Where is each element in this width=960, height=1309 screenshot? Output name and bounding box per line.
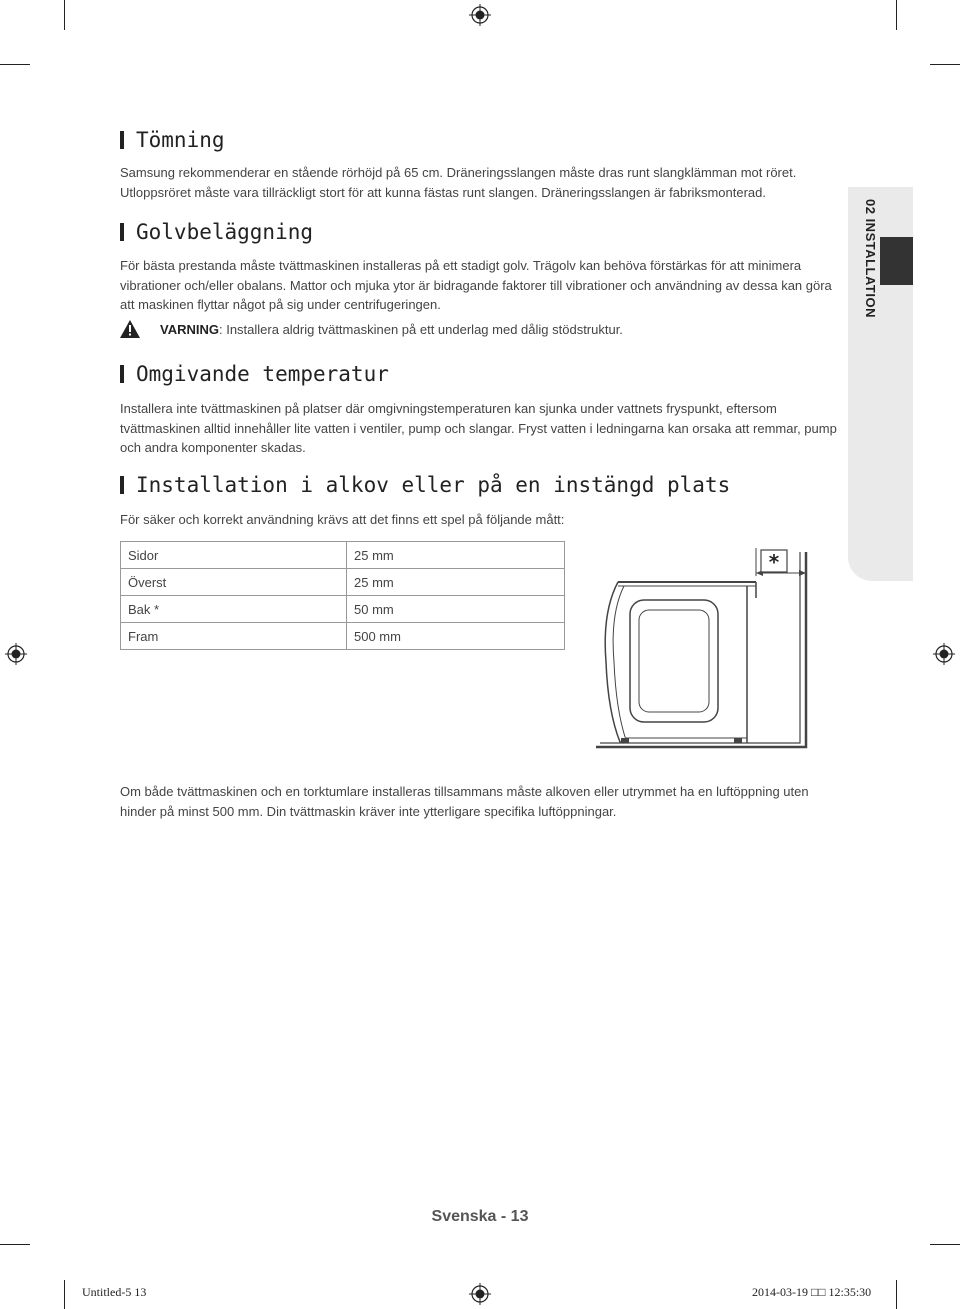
heading-text: Golvbeläggning (136, 220, 314, 244)
chapter-tab-label: 02 INSTALLATION (863, 199, 878, 318)
heading-text: Tömning (136, 128, 225, 152)
registration-mark-icon (469, 4, 491, 26)
crop-mark-left-top (0, 64, 30, 65)
paragraph-alkov-intro (120, 510, 820, 530)
paragraph-temp (120, 399, 837, 458)
page-number: Svenska - 13 (431, 1208, 529, 1225)
text-line: tvättmaskinen alltid innehåller lite vatten i ventiler, pump och slangar. Fryst vatten i ledningarna kan orsaka att remmar, pump (120, 420, 837, 436)
table-cell-value: 25 mm (347, 542, 565, 569)
text-line: Samsung rekommenderar en stående rörhöjd på 65 cm. Dräneringsslangen måste dras runt slangklämman mot röret. (120, 165, 797, 180)
table-row (121, 542, 565, 569)
section-heading-temp (120, 362, 389, 386)
crop-mark-left-bottom (0, 1244, 30, 1245)
heading-text: Installation i alkov eller på en instängd plats (136, 473, 731, 497)
registration-mark-icon (5, 643, 27, 665)
asterisk-symbol: * (768, 550, 780, 574)
crop-mark-right-bottom (930, 1244, 960, 1245)
heading-text: Omgivande temperatur (136, 362, 389, 386)
washing-machine-illustration (605, 582, 756, 743)
table-cell-value: 50 mm (347, 596, 565, 623)
registration-mark-icon (933, 643, 955, 665)
paragraph-tomning (120, 163, 820, 202)
crop-mark-top-left (64, 0, 65, 30)
table-row (121, 569, 565, 596)
chapter-tab-marker (880, 237, 913, 285)
heading-bar (120, 476, 124, 494)
section-heading-alkov (120, 473, 730, 497)
table-cell-label: Fram (121, 623, 347, 650)
text-line: att maskinen flyttar något på sig under centrifugeringen. (120, 297, 441, 312)
table-cell-value: 25 mm (347, 569, 565, 596)
section-heading-golv (120, 220, 313, 244)
warning-triangle-icon (120, 320, 140, 338)
text-line: hinder på minst 500 mm. Din tvättmaskin kräver inte ytterligare specifika luftöppningar. (120, 803, 617, 819)
heading-bar (120, 131, 124, 149)
text-line: För bästa prestanda måste tvättmaskinen installeras på ett stadigt golv. Trägolv kan behöva förstärkas för att minimera (120, 258, 802, 273)
crop-mark-bottom-right (896, 1280, 897, 1309)
table-row (121, 596, 565, 623)
crop-mark-right-top (930, 64, 960, 65)
heading-bar (120, 365, 124, 383)
table-cell-label: Överst (121, 569, 347, 596)
warning-body: : Installera aldrig tvättmaskinen på ett underlag med dålig stödstruktur. (218, 322, 623, 337)
paragraph-golv (120, 256, 832, 315)
print-file-info: Untitled-5 13 (82, 1285, 147, 1299)
alcove-clearance-diagram (594, 542, 814, 757)
warning-text (160, 320, 623, 339)
crop-mark-bottom-left (64, 1280, 65, 1309)
table-cell-label: Sidor (121, 542, 347, 569)
table-cell-label: Bak * (121, 596, 347, 623)
registration-mark-icon (469, 1283, 491, 1305)
warning-label: VARNING (160, 322, 219, 337)
text-line: och andra komponenter skadas. (120, 440, 306, 455)
text-line: Om både tvättmaskinen och en torktumlare installeras tillsammans måste alkoven eller utrymmet ha en luftöppning uten (120, 784, 809, 799)
text-line: Installera inte tvättmaskinen på platser där omgivningstemperaturen kan sjunka under vattnets fryspunkt, eftersom (120, 401, 777, 416)
paragraph-alkov-note (120, 782, 820, 821)
crop-mark-top-right (896, 0, 897, 30)
table-row (121, 623, 565, 650)
table-cell-value: 500 mm (347, 623, 565, 650)
section-heading-tomning (120, 128, 225, 152)
asterisk-callout (761, 550, 787, 574)
heading-bar (120, 223, 124, 241)
text-line: För säker och korrekt användning krävs att det finns ett spel på följande mått: (120, 512, 565, 527)
text-line: Utloppsröret måste vara tillräckligt stort för att kunna fästas runt slangen. Dräneringsslangen är fabriksmonterad. (120, 184, 766, 200)
chapter-side-tab (848, 187, 913, 581)
print-timestamp: 2014-03-19 □□ 12:35:30 (752, 1285, 872, 1299)
text-line: vibrationer och/eller obalans. Mattor och mjuka ytor är bidragande faktorer till vibrationer och användning av dessa kan göra (120, 277, 832, 293)
clearance-table (120, 541, 565, 650)
